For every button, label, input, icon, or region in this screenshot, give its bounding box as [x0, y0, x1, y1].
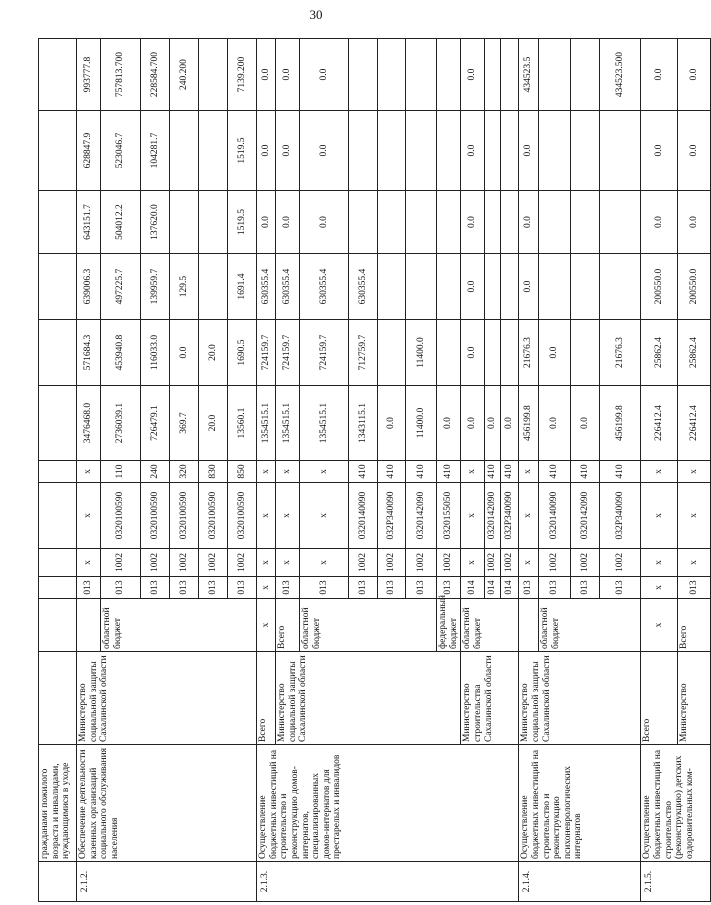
cell-amount: 7139.200	[228, 39, 257, 111]
cell-amount: 0.0	[257, 111, 276, 191]
cell-amount: 200550.0	[641, 254, 678, 320]
cell-amount: 0.0	[257, 191, 276, 254]
cell-vr: 410	[600, 461, 641, 483]
cell-csr: х	[300, 483, 349, 549]
cell-csr: 0320155050	[437, 483, 461, 549]
cell-rzpr: 1002	[378, 549, 406, 577]
cell-source: х	[641, 599, 678, 652]
cell-amount: 104281.7	[141, 111, 170, 191]
cell-amount: 571684.3	[77, 320, 101, 386]
table-row	[39, 39, 77, 902]
cell-amount: 1343115.1	[349, 386, 378, 461]
cell-amount: 0.0	[437, 386, 461, 461]
budget-table	[38, 38, 711, 902]
cell-name: Осуществление бюджетных инвестиций на строительство (реконструкцию) детских оздоровительных ком-	[641, 745, 711, 862]
cell-executor: Министерство	[678, 652, 711, 745]
cell-name: Осуществление бюджетных инвестиций на строительство и реконструкцию психоневрологических интернатов	[519, 745, 641, 862]
cell-amount: 11400.0	[406, 386, 437, 461]
cell-amount: 630355.4	[300, 254, 349, 320]
cell-amount: 0.0	[678, 191, 711, 254]
cell-amount	[501, 191, 519, 254]
cell-amount: 497225.7	[101, 254, 141, 320]
table-row	[77, 39, 101, 902]
cell-rzpr: 1002	[501, 549, 519, 577]
cell-source: федеральный бюджет	[437, 599, 461, 652]
cell-amount: 0.0	[276, 111, 300, 191]
cell-vr: 830	[199, 461, 228, 483]
cell-amount	[378, 254, 406, 320]
cell-rzpr: 1002	[199, 549, 228, 577]
cell-num	[39, 862, 77, 902]
cell-amount: 0.0	[378, 386, 406, 461]
cell-vr: 110	[101, 461, 141, 483]
cell-csr: 0320100590	[170, 483, 199, 549]
cell-amount: 21676.3	[519, 320, 539, 386]
cell-name: гражданами пожилого возраста и инвалидами, нуждающимися в уходе	[39, 745, 77, 862]
cell-csr: 0320142090	[485, 483, 501, 549]
cell-amount: 1690.5	[228, 320, 257, 386]
cell-amount	[485, 191, 501, 254]
cell-amount: 0.0	[641, 39, 678, 111]
cell-amount: 20.0	[199, 320, 228, 386]
cell-vr: х	[276, 461, 300, 483]
cell-amount	[571, 111, 600, 191]
cell-amount: 0.0	[461, 111, 485, 191]
cell-num: 2.1.4.	[519, 862, 641, 902]
cell-source: областной бюджет	[101, 599, 257, 652]
cell-amount: 116033.0	[141, 320, 170, 386]
cell-grbs: 013	[300, 577, 349, 599]
cell-executor: Министерство социальной защиты Сахалинской области	[519, 652, 641, 745]
cell-csr: 0320140090	[349, 483, 378, 549]
cell-grbs: 013	[141, 577, 170, 599]
cell-vr: х	[519, 461, 539, 483]
cell-executor: Всего	[641, 652, 678, 745]
cell-amount: 0.0	[461, 191, 485, 254]
cell-amount	[170, 111, 199, 191]
cell-rzpr: х	[461, 549, 485, 577]
cell-amount: 0.0	[678, 39, 711, 111]
cell-rzpr: х	[276, 549, 300, 577]
cell-amount: 630355.4	[257, 254, 276, 320]
cell-amount	[199, 191, 228, 254]
cell-amount	[349, 191, 378, 254]
cell-source: областной бюджет	[300, 599, 437, 652]
cell-amount	[39, 320, 77, 386]
cell-amount: 1354515.1	[276, 386, 300, 461]
cell-rzpr	[39, 549, 77, 577]
cell-amount	[39, 191, 77, 254]
cell-amount: 456199.8	[600, 386, 641, 461]
cell-vr: 240	[141, 461, 170, 483]
cell-amount: 226412.4	[641, 386, 678, 461]
cell-csr: х	[641, 483, 678, 549]
cell-amount: 0.0	[276, 39, 300, 111]
table-row	[519, 39, 539, 902]
table-row	[641, 39, 678, 902]
cell-csr: х	[276, 483, 300, 549]
cell-amount	[600, 111, 641, 191]
cell-source	[39, 599, 77, 652]
cell-csr: 032P340090	[378, 483, 406, 549]
cell-amount: 0.0	[485, 386, 501, 461]
cell-amount: 434523.500	[600, 39, 641, 111]
cell-amount: 0.0	[257, 39, 276, 111]
cell-executor: Министерство социальной защиты Сахалинской области	[77, 652, 257, 745]
cell-amount	[571, 320, 600, 386]
cell-amount: 628847.9	[77, 111, 101, 191]
cell-amount: 639006.3	[77, 254, 101, 320]
cell-csr: х	[461, 483, 485, 549]
cell-csr: 0320140090	[539, 483, 571, 549]
cell-amount: 434523.5	[519, 39, 539, 111]
cell-vr: х	[77, 461, 101, 483]
cell-amount	[600, 254, 641, 320]
cell-amount	[39, 39, 77, 111]
cell-vr: х	[257, 461, 276, 483]
cell-grbs: х	[641, 577, 678, 599]
cell-rzpr: 1002	[141, 549, 170, 577]
cell-amount: 0.0	[170, 320, 199, 386]
cell-amount	[39, 254, 77, 320]
cell-rzpr: 1002	[228, 549, 257, 577]
cell-amount	[501, 320, 519, 386]
cell-amount	[39, 111, 77, 191]
cell-csr: 0320100590	[199, 483, 228, 549]
cell-amount	[485, 39, 501, 111]
cell-amount: 1519.5	[228, 111, 257, 191]
cell-amount: 0.0	[571, 386, 600, 461]
cell-amount: 0.0	[641, 191, 678, 254]
cell-csr: х	[678, 483, 711, 549]
cell-amount: 228584.700	[141, 39, 170, 111]
cell-rzpr: 1002	[485, 549, 501, 577]
cell-executor: Всего	[257, 652, 276, 745]
cell-amount	[406, 191, 437, 254]
cell-amount	[39, 386, 77, 461]
cell-amount: 630355.4	[276, 254, 300, 320]
cell-grbs: 013	[571, 577, 600, 599]
cell-amount: 0.0	[501, 386, 519, 461]
cell-amount: 724159.7	[276, 320, 300, 386]
cell-grbs: 013	[678, 577, 711, 599]
cell-amount	[349, 111, 378, 191]
cell-vr	[39, 461, 77, 483]
cell-amount: 0.0	[641, 111, 678, 191]
cell-amount	[199, 254, 228, 320]
cell-rzpr: х	[257, 549, 276, 577]
cell-executor	[39, 652, 77, 745]
cell-amount	[485, 111, 501, 191]
cell-source	[77, 599, 101, 652]
cell-csr: х	[257, 483, 276, 549]
cell-amount: 200550.0	[678, 254, 711, 320]
cell-amount: 20.0	[199, 386, 228, 461]
cell-amount: 1354515.1	[257, 386, 276, 461]
cell-csr	[39, 483, 77, 549]
cell-amount: 25862.4	[641, 320, 678, 386]
cell-amount	[378, 39, 406, 111]
cell-amount: 0.0	[539, 386, 571, 461]
cell-amount	[485, 320, 501, 386]
cell-rzpr: х	[519, 549, 539, 577]
cell-name: Осуществление бюджетных инвестиций на строительство и реконструкцию домов-интернатов, специализированных домов-интернатов для престарелых и инвалидов	[257, 745, 519, 862]
cell-grbs: 013	[349, 577, 378, 599]
cell-rzpr: х	[678, 549, 711, 577]
cell-grbs: 013	[437, 577, 461, 599]
cell-amount: 139959.7	[141, 254, 170, 320]
cell-grbs: 013	[600, 577, 641, 599]
cell-amount: 0.0	[519, 191, 539, 254]
cell-amount	[406, 111, 437, 191]
cell-grbs: 013	[77, 577, 101, 599]
cell-amount	[571, 39, 600, 111]
cell-csr: 0320142090	[571, 483, 600, 549]
cell-csr: 0320100590	[141, 483, 170, 549]
cell-amount: 137620.0	[141, 191, 170, 254]
cell-amount: 0.0	[300, 111, 349, 191]
cell-amount	[378, 111, 406, 191]
cell-amount	[406, 39, 437, 111]
cell-rzpr: 1002	[600, 549, 641, 577]
cell-vr: 410	[539, 461, 571, 483]
cell-amount	[539, 39, 571, 111]
cell-num: 2.1.2.	[77, 862, 257, 902]
cell-amount: 11400.0	[406, 320, 437, 386]
cell-amount	[539, 191, 571, 254]
cell-grbs: х	[257, 577, 276, 599]
cell-vr: 410	[485, 461, 501, 483]
cell-rzpr: 1002	[349, 549, 378, 577]
cell-amount	[571, 191, 600, 254]
cell-source	[519, 599, 539, 652]
cell-vr: 410	[349, 461, 378, 483]
cell-vr: 410	[571, 461, 600, 483]
cell-vr: х	[678, 461, 711, 483]
cell-amount	[539, 254, 571, 320]
cell-amount: 757813.700	[101, 39, 141, 111]
cell-rzpr: 1002	[170, 549, 199, 577]
cell-amount	[501, 254, 519, 320]
cell-grbs: 013	[170, 577, 199, 599]
cell-csr: х	[519, 483, 539, 549]
cell-csr: х	[77, 483, 101, 549]
cell-amount: 2736039.1	[101, 386, 141, 461]
cell-source: областной бюджет	[539, 599, 641, 652]
cell-amount: 0.0	[300, 39, 349, 111]
cell-grbs	[39, 577, 77, 599]
cell-grbs: 014	[485, 577, 501, 599]
cell-num: 2.1.5.	[641, 862, 711, 902]
cell-executor: Министерство социальной защиты Сахалинской области	[276, 652, 461, 745]
cell-amount	[437, 111, 461, 191]
cell-csr: 0320100590	[228, 483, 257, 549]
cell-amount: 726479.1	[141, 386, 170, 461]
cell-vr: 410	[437, 461, 461, 483]
cell-source: х	[257, 599, 276, 652]
cell-amount	[378, 191, 406, 254]
cell-amount: 1519.5	[228, 191, 257, 254]
cell-grbs: 013	[101, 577, 141, 599]
cell-grbs: 013	[276, 577, 300, 599]
cell-grbs: 013	[519, 577, 539, 599]
cell-grbs: 013	[228, 577, 257, 599]
cell-amount: 1354515.1	[300, 386, 349, 461]
cell-vr: х	[300, 461, 349, 483]
cell-num: 2.1.3.	[257, 862, 519, 902]
cell-amount: 369.7	[170, 386, 199, 461]
cell-amount	[199, 39, 228, 111]
cell-vr: 410	[406, 461, 437, 483]
cell-amount	[539, 111, 571, 191]
cell-amount: 13560.1	[228, 386, 257, 461]
cell-rzpr: х	[300, 549, 349, 577]
cell-csr: 032P340090	[600, 483, 641, 549]
cell-amount: 453940.8	[101, 320, 141, 386]
cell-amount	[199, 111, 228, 191]
cell-grbs: 013	[199, 577, 228, 599]
cell-amount: 456199.8	[519, 386, 539, 461]
cell-amount: 523046.7	[101, 111, 141, 191]
cell-amount	[501, 39, 519, 111]
cell-amount	[600, 191, 641, 254]
cell-source: Всего	[678, 599, 711, 652]
cell-vr: 410	[378, 461, 406, 483]
cell-amount: 724159.7	[300, 320, 349, 386]
cell-amount	[485, 254, 501, 320]
cell-grbs: 014	[461, 577, 485, 599]
cell-rzpr: 1002	[406, 549, 437, 577]
cell-name: Обеспечение деятельности казенных организаций социального обслуживания населения	[77, 745, 257, 862]
cell-rzpr: х	[641, 549, 678, 577]
cell-source: Всего	[276, 599, 300, 652]
cell-amount: 630355.4	[349, 254, 378, 320]
cell-vr: 850	[228, 461, 257, 483]
cell-grbs: 014	[501, 577, 519, 599]
cell-vr: х	[461, 461, 485, 483]
cell-amount: 712759.7	[349, 320, 378, 386]
cell-rzpr: 1002	[571, 549, 600, 577]
cell-amount: 0.0	[461, 254, 485, 320]
cell-rzpr: 1002	[539, 549, 571, 577]
cell-csr: 0320100590	[101, 483, 141, 549]
cell-amount	[437, 254, 461, 320]
cell-amount: 504012.2	[101, 191, 141, 254]
page-number: 30	[309, 7, 323, 22]
cell-amount: 643151.7	[77, 191, 101, 254]
cell-csr: 032P340090	[501, 483, 519, 549]
cell-grbs: 013	[539, 577, 571, 599]
cell-amount: 21676.3	[600, 320, 641, 386]
cell-rzpr: 1002	[101, 549, 141, 577]
cell-amount: 0.0	[461, 39, 485, 111]
cell-amount: 240.200	[170, 39, 199, 111]
cell-amount: 129.5	[170, 254, 199, 320]
cell-amount: 3476468.0	[77, 386, 101, 461]
cell-vr: х	[641, 461, 678, 483]
cell-amount: 25862.4	[678, 320, 711, 386]
cell-amount: 0.0	[461, 386, 485, 461]
cell-amount: 226412.4	[678, 386, 711, 461]
cell-amount: 993777.8	[77, 39, 101, 111]
table-row	[257, 39, 276, 902]
cell-amount: 0.0	[678, 111, 711, 191]
cell-amount: 1691.4	[228, 254, 257, 320]
cell-rzpr: х	[77, 549, 101, 577]
cell-amount: 0.0	[539, 320, 571, 386]
cell-amount	[349, 39, 378, 111]
cell-executor: Министерство строительства Сахалинской области	[461, 652, 519, 745]
cell-amount: 0.0	[461, 320, 485, 386]
cell-amount	[501, 111, 519, 191]
cell-amount	[437, 320, 461, 386]
cell-vr: 410	[501, 461, 519, 483]
cell-amount: 0.0	[519, 111, 539, 191]
cell-amount	[378, 320, 406, 386]
cell-amount: 724159.7	[257, 320, 276, 386]
cell-amount: 0.0	[519, 254, 539, 320]
cell-amount	[437, 39, 461, 111]
rotated-table-area	[38, 39, 699, 902]
cell-source: областной бюджет	[461, 599, 519, 652]
cell-amount	[437, 191, 461, 254]
cell-rzpr: 1002	[437, 549, 461, 577]
cell-amount	[170, 191, 199, 254]
cell-vr: 320	[170, 461, 199, 483]
cell-amount: 0.0	[276, 191, 300, 254]
cell-grbs: 013	[406, 577, 437, 599]
cell-amount	[406, 254, 437, 320]
cell-amount	[571, 254, 600, 320]
cell-csr: 0320142090	[406, 483, 437, 549]
cell-grbs: 013	[378, 577, 406, 599]
cell-amount: 0.0	[300, 191, 349, 254]
